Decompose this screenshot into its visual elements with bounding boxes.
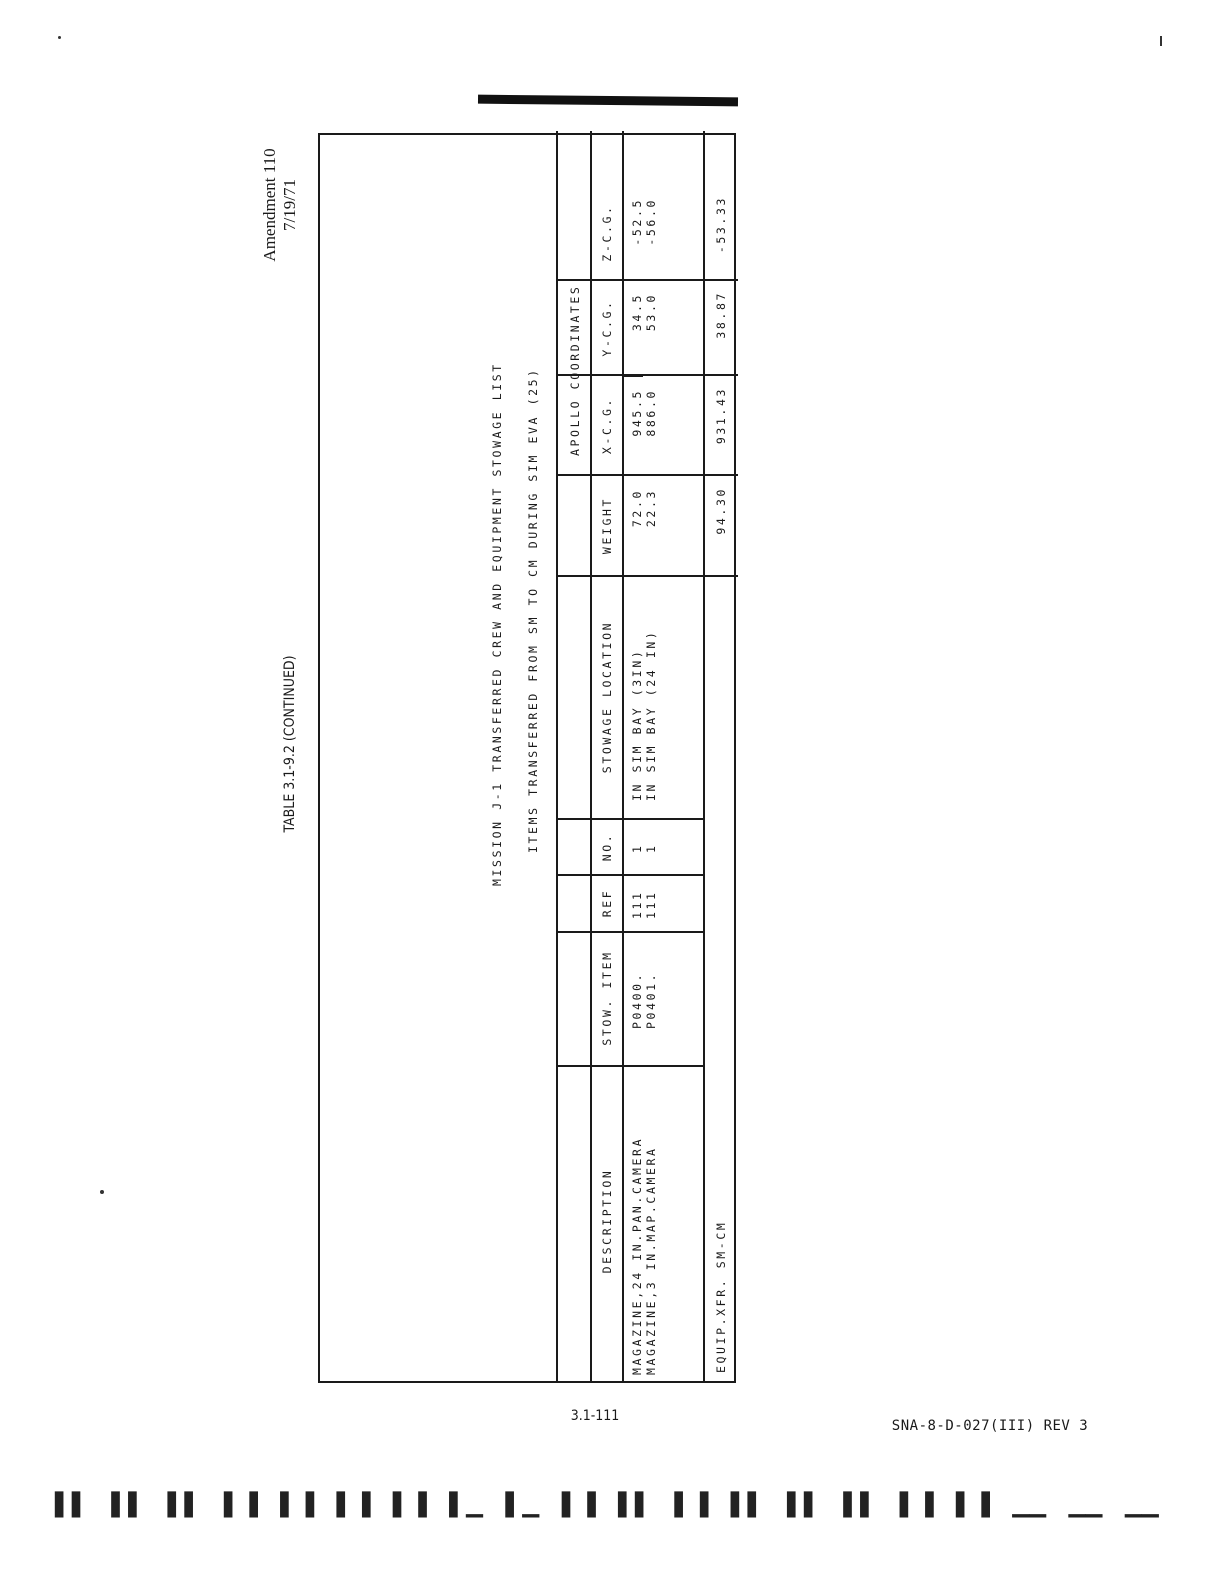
table-row-weight: 72.0 — [630, 489, 644, 528]
total-y-cg: 38.87 — [714, 291, 728, 339]
cell-ref — [630, 890, 658, 919]
cell-stowage-location — [630, 630, 658, 801]
film-mark: ▌▐ — [674, 1492, 709, 1518]
table-row-stow-item: P0401. — [644, 971, 658, 1029]
cell-z-cg — [630, 198, 658, 278]
table-rule — [622, 131, 624, 1381]
cell-description — [630, 1137, 658, 1375]
film-mark: ▁▁ — [1012, 1492, 1047, 1518]
column-header-stow-item: STOW. ITEM — [600, 950, 614, 1046]
column-header-x-cg: X-C.G. — [600, 396, 614, 455]
table-row-ref: 111 — [644, 890, 658, 919]
column-rule — [556, 818, 704, 820]
amendment-label: Amendment 110 — [260, 148, 279, 262]
film-mark: ▌▌ — [167, 1492, 202, 1518]
column-rule — [556, 874, 704, 876]
column-header-z-cg: Z-C.G. — [600, 204, 614, 262]
column-header-stowage-location: STOWAGE LOCATION — [600, 620, 614, 774]
total-label: EQUIP.XFR. SM-CM — [714, 1220, 728, 1373]
table-row-description: MAGAZINE,3 IN.MAP.CAMERA — [644, 1146, 658, 1375]
scan-speck — [1160, 36, 1162, 46]
column-rule — [556, 1065, 704, 1067]
table-row-z-cg: -56.0 — [644, 198, 658, 246]
table-row-x-cg: 945.5 — [630, 389, 644, 437]
column-header-no: NO. — [600, 832, 614, 862]
film-edge-marks — [55, 1488, 1159, 1518]
document-id: SNA-8-D-027(III) REV 3 — [891, 1418, 1089, 1434]
total-x-cg: 931.43 — [714, 387, 728, 445]
page-number: 3.1-111 — [570, 1408, 620, 1424]
column-rule — [556, 575, 738, 577]
scan-speck — [100, 1190, 104, 1194]
total-z-cg: -53.33 — [714, 196, 728, 254]
column-rule — [556, 474, 738, 476]
film-mark: ▌▌ — [730, 1492, 765, 1518]
table-rule — [590, 131, 592, 1381]
film-mark: ▌▌ — [787, 1492, 821, 1518]
film-mark: ▁▁ — [1068, 1492, 1103, 1518]
film-mark: ▌▌ — [618, 1492, 652, 1518]
cell-x-cg — [630, 389, 658, 473]
table-row-stow-item: P0400. — [630, 971, 644, 1029]
table-row-y-cg: 53.0 — [644, 293, 658, 332]
column-header-y-cg: Y-C.G. — [600, 299, 614, 357]
table-row-z-cg: -52.5 — [630, 198, 644, 246]
total-weight: 94.30 — [714, 487, 728, 535]
table-row-x-cg: 886.0 — [644, 389, 658, 437]
film-mark: ▌▐ — [561, 1492, 596, 1518]
table-row-stowage-location: IN SIM BAY (3IN) — [630, 648, 644, 801]
table-title-line-2: ITEMS TRANSFERRED FROM SM TO CM DURING SIM EVA (25) — [526, 367, 540, 853]
film-mark: ▌▌ — [111, 1492, 146, 1518]
film-mark: ▌▌ — [843, 1492, 878, 1518]
film-mark: ▌▐ — [223, 1492, 258, 1518]
cell-no — [630, 843, 658, 853]
table-row-no: 1 — [644, 843, 658, 853]
table-row-no: 1 — [630, 843, 644, 853]
table-row-stowage-location: IN SIM BAY (24 IN) — [644, 629, 658, 801]
cell-y-cg — [630, 293, 658, 373]
column-rule — [556, 279, 738, 281]
column-header-ref: REF — [600, 888, 614, 918]
table-row-description: MAGAZINE,24 IN.PAN.CAMERA — [630, 1136, 644, 1375]
table-row-ref: 111 — [630, 890, 644, 919]
table-rule — [556, 131, 558, 1381]
scan-speck — [58, 36, 61, 39]
table-title-line-1: MISSION J-1 TRANSFERRED CREW AND EQUIPMENT STOWAGE LIST — [490, 362, 504, 886]
film-mark: ▌▁ — [505, 1492, 540, 1518]
table-row-weight: 22.3 — [644, 489, 658, 528]
film-mark: ▌▐ — [336, 1492, 371, 1518]
column-rule — [556, 374, 738, 376]
column-rule — [556, 931, 704, 933]
cell-stow-item — [630, 972, 658, 1029]
redaction-bar — [478, 95, 738, 107]
amendment-date: 7/19/71 — [280, 179, 299, 231]
film-mark: ▌▐ — [392, 1492, 427, 1518]
apollo-coordinates-header: APOLLO COORDINATES — [568, 284, 582, 456]
table-caption: TABLE 3.1-9.2 (CONTINUED) — [282, 655, 298, 833]
film-mark: ▌▐ — [280, 1492, 315, 1518]
column-header-description: DESCRIPTION — [600, 1168, 614, 1274]
column-header-weight: WEIGHT — [600, 496, 614, 555]
film-mark: ▌▐ — [956, 1492, 990, 1518]
film-mark: ▌▁ — [449, 1492, 484, 1518]
table-row-y-cg: 34.5 — [630, 293, 644, 332]
amendment-block — [260, 135, 300, 275]
stowage-table — [318, 133, 736, 1383]
film-mark: ▌▌ — [55, 1492, 89, 1518]
film-mark: ▁▁ — [1124, 1492, 1159, 1518]
film-mark: ▌▐ — [899, 1492, 934, 1518]
cell-weight — [630, 489, 658, 573]
table-rule — [703, 131, 705, 1381]
